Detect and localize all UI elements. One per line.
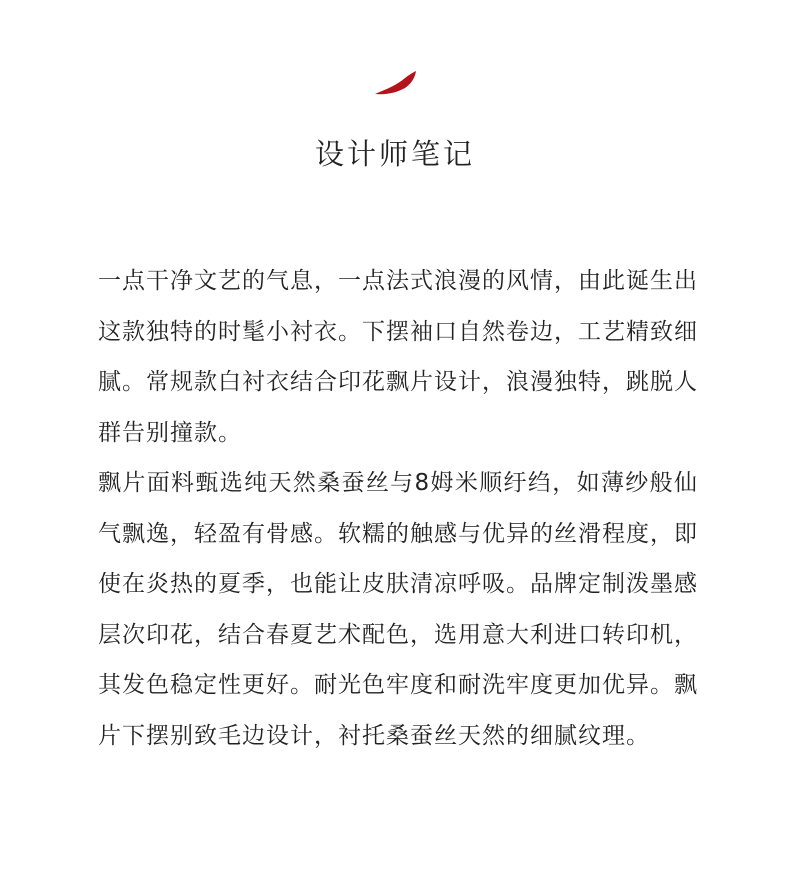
note-paragraph-1: 一点干净文艺的气息，一点法式浪漫的风情，由此诞生出这款独特的时髦小衬衣。下摆袖口自然卷边，工艺精致细腻。常规款白衬衣结合印花飘片设计，浪漫独特，跳脱人群告别撞款。 <box>98 268 698 446</box>
section-title: 设计师笔记 <box>314 137 475 171</box>
petal-shape <box>375 71 416 94</box>
note-paragraph-2: 飘片面料甄选纯天然桑蚕丝与8姆米顺纡绉，如薄纱般仙气飘逸，轻盈有骨感。软糯的触感与优异的丝滑程度，即使在炎热的夏季，也能让皮肤清凉呼吸。品牌定制泼墨感层次印花，结合春夏艺术配色，选用意大利进口转印机，其发色稳定性更好。耐光色牢度和耐洗牢度更加优异。飘片下摆别致毛边设计，衬托桑蚕丝天然的细腻纹理。 <box>98 470 698 749</box>
designer-note-body <box>98 256 698 761</box>
red-petal-icon <box>372 70 418 96</box>
